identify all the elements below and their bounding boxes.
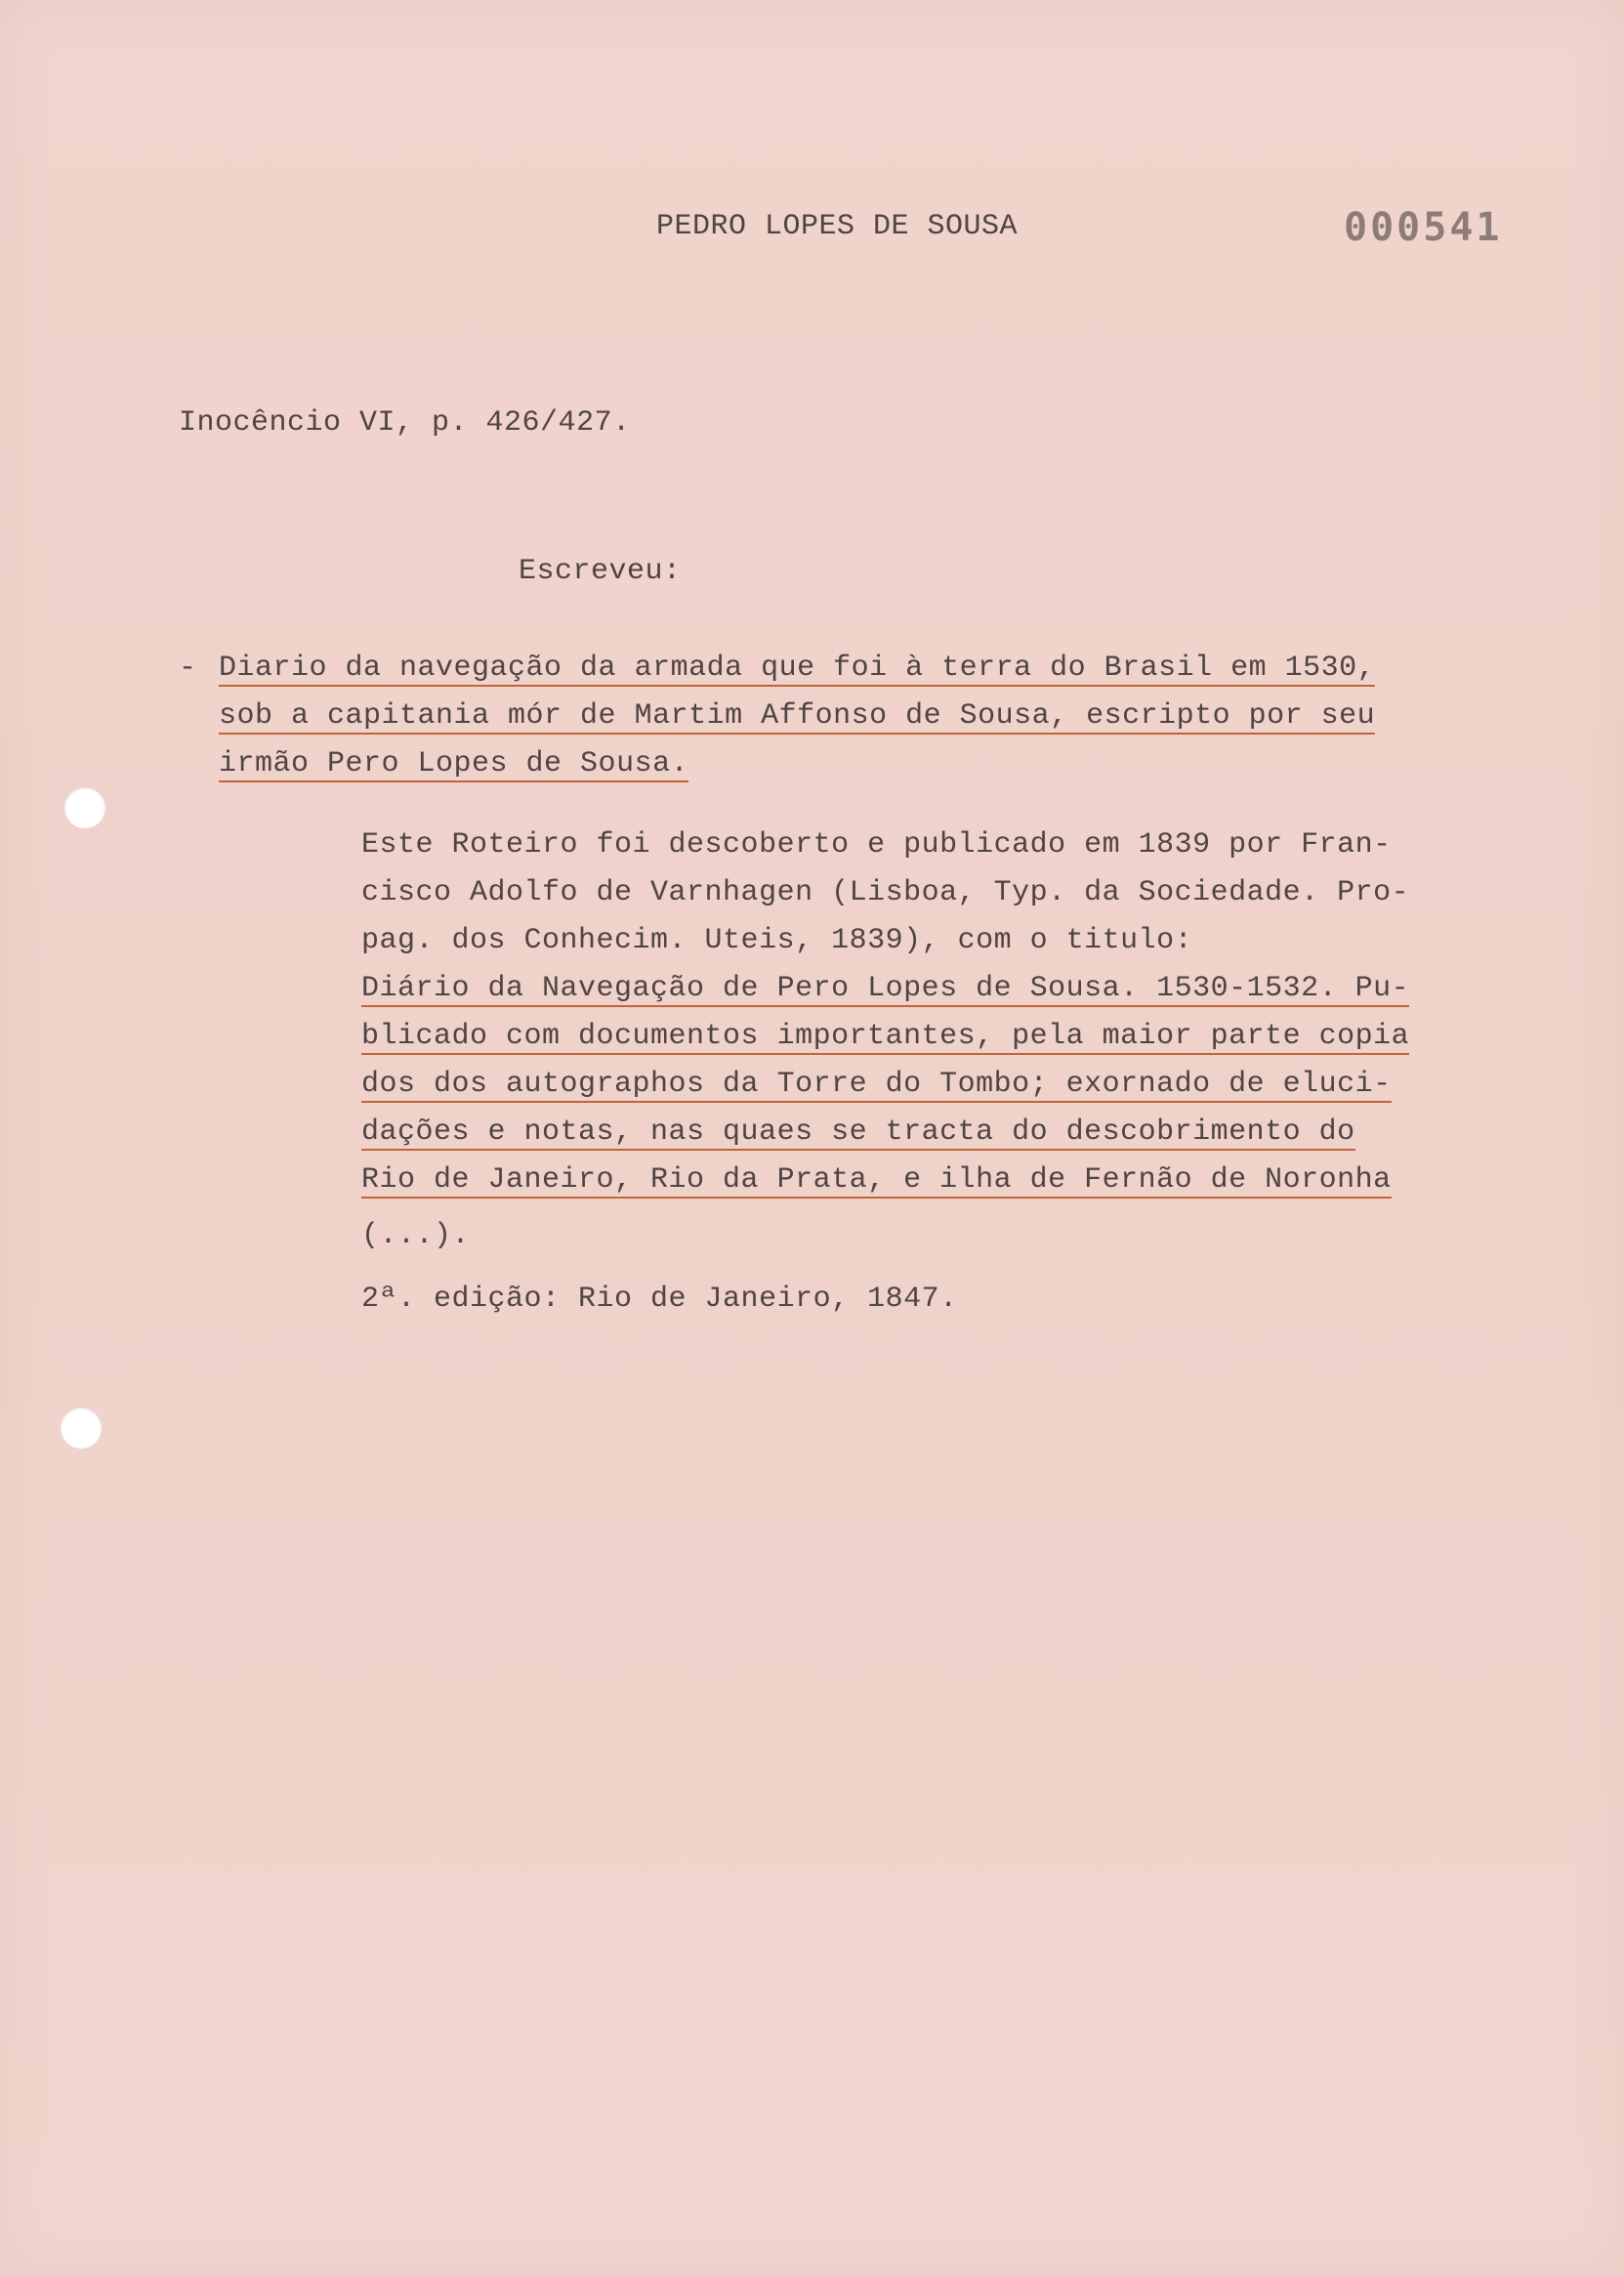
note-line: (...). [361, 1219, 471, 1252]
note-line [361, 1013, 1409, 1061]
entry-line [219, 693, 1375, 740]
entry-line [219, 645, 1375, 693]
edition-note: 2ª. edição: Rio de Janeiro, 1847. [361, 1283, 958, 1316]
note-title-line: dações e notas, nas quaes se tracta do descobrimento do [361, 1116, 1355, 1149]
page-title: PEDRO LOPES DE SOUSA [656, 210, 1019, 243]
section-heading: Escreveu: [519, 555, 682, 588]
entry-line [219, 740, 688, 788]
note-line [361, 1157, 1392, 1204]
entry-bullet: - [179, 652, 197, 685]
punch-hole-bottom [61, 1408, 102, 1449]
note-title-line: Rio de Janeiro, Rio da Prata, e ilha de Fernão de Noronha [361, 1163, 1392, 1197]
note-title-line: Diário da Navegação de Pero Lopes de Sousa. 1530-1532. Pu- [361, 972, 1410, 1005]
note-title-line: dos dos autographos da Torre do Tombo; exornado de eluci- [361, 1068, 1392, 1101]
entry-line-text: sob a capitania mór de Martim Affonso de Sousa, escripto por seu [219, 699, 1376, 733]
entry-line-text: Diario da navegação da armada que foi à terra do Brasil em 1530, [219, 652, 1376, 685]
note-line: cisco Adolfo de Varnhagen (Lisboa, Typ. da Sociedade. Pro- [361, 876, 1410, 909]
note-line: pag. dos Conhecim. Uteis, 1839), com o titulo: [361, 924, 1193, 957]
note-title-line: blicado com documentos importantes, pela maior parte copia [361, 1020, 1410, 1053]
note-line [361, 965, 1409, 1013]
bibliographic-reference: Inocêncio VI, p. 426/427. [179, 406, 631, 440]
note-line: Este Roteiro foi descoberto e publicado em 1839 por Fran- [361, 828, 1392, 862]
note-line [361, 1061, 1392, 1109]
entry-line-text: irmão Pero Lopes de Sousa. [219, 747, 689, 780]
note-line [361, 1109, 1355, 1157]
punch-hole-top [64, 787, 105, 828]
document-number-stamp: 000541 [1344, 205, 1503, 250]
